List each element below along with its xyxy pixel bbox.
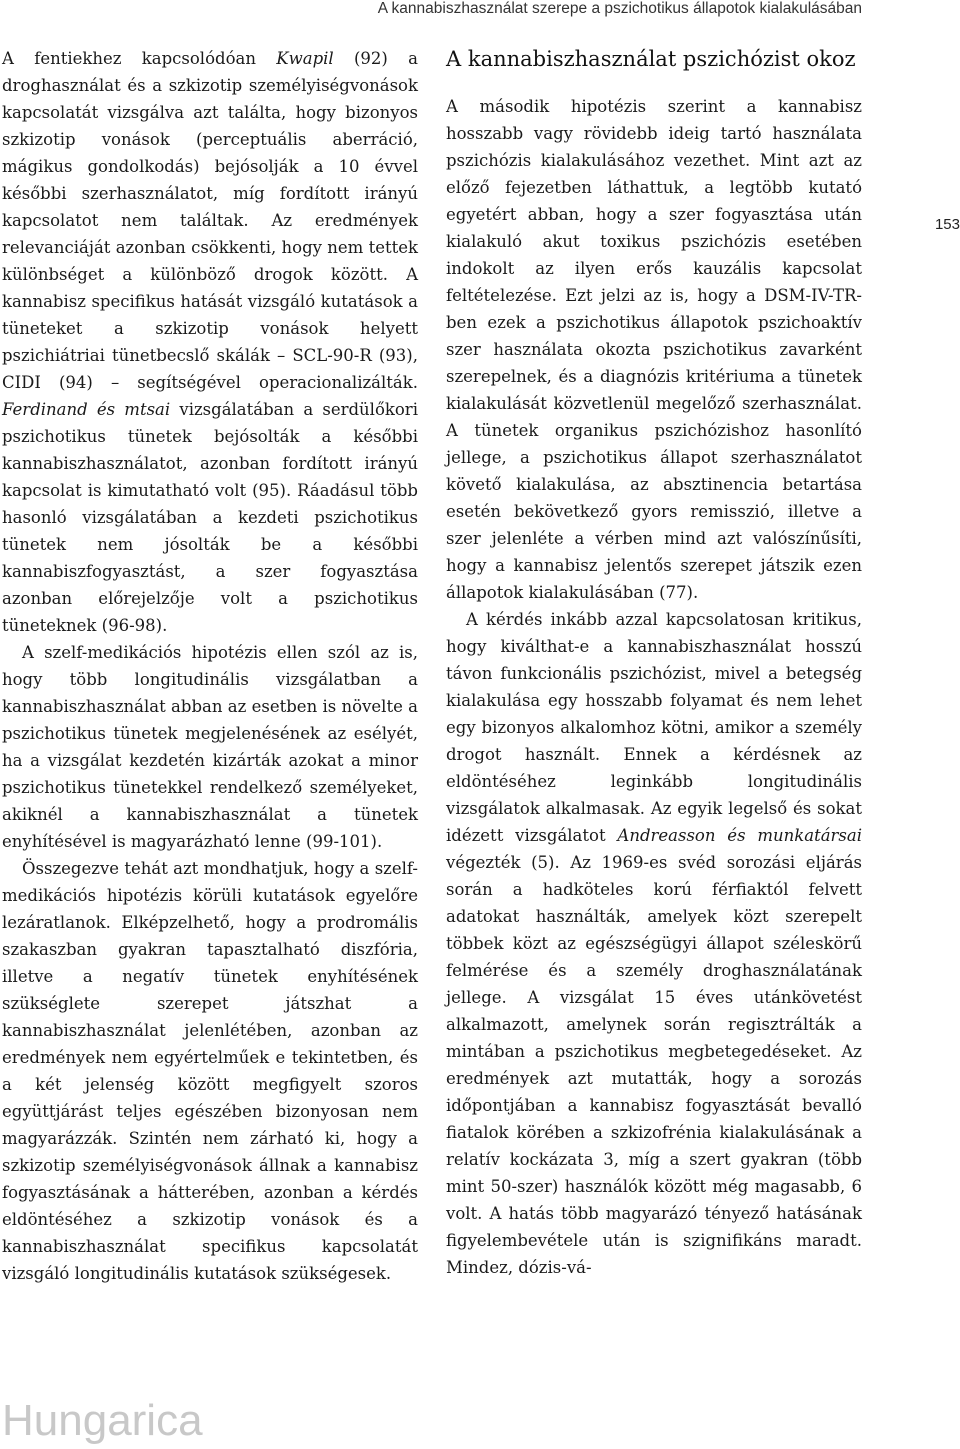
paragraph-text: A fentiekhez kapcsolódóan: [2, 49, 277, 68]
page-number: 153: [934, 216, 960, 233]
paragraph-text: A kérdés inkább azzal kapcsolatosan kritikus, hogy kiválthat-e a kannabiszhasználat hosszú távon funkcionális pszichózist, mivel a betegség kialakulása egy hosszabb folyamat és nem lehet egy bizonyos alkalomhoz kötni, amikor a személy drogot használt. Ennek a kérdésnek az eldöntéséhez leginkább longitudinális vizsgálatok alkalmasak. Az egyik legelső és sokat idézett vizsgálatot: [446, 610, 862, 845]
running-header: A kannabiszhasználat szerepe a pszichotikus állapotok kialakulásában: [377, 0, 862, 17]
author-name: Kwapil: [276, 49, 334, 68]
paragraph-text: (92) a droghasználat és a szkizotip személyiségvonások kapcsolatát vizsgálva azt találta, hogy bizonyos szkizotip vonások (perceptuális aberráció, mágikus gondolkodás) bejósolják a 10 évvel későbbi szerhasználatot, míg fordított irányú kapcsolatot nem találtak. Az eredmények relevanciáját azonban csökkenti, hogy nem tettek különbséget a különböző drogok között. A kannabisz specifikus hatását vizsgáló kutatások a tüneteket a szkizotip vonások helyett pszichiátriai tünetbecslő skálák – SCL-90-R (93), CIDI (94) – segítségével operacionalizálták.: [2, 49, 418, 392]
right-column: [446, 44, 862, 1281]
section-heading: A kannabiszhasználat pszichózist okoz: [446, 47, 856, 71]
author-name: Ferdinand és mtsai: [2, 400, 171, 419]
paragraph: A második hipotézis szerint a kannabisz hosszabb vagy rövidebb ideig tartó használata pszichózis kialakulásához vezethet. Mint azt az előző fejezetben láthattuk, a legtöbb kutató egyetért abban, hogy a szer fogyasztása után kialakuló akut toxikus pszichózis esetében indokolt az ilyen erős kauzális kapcsolat feltételezése. Ezt jelzi az is, hogy a DSM-IV-TR-ben ezek a pszichotikus állapotok pszichoaktív szer használata okozta pszichotikus zavarként szerepelnek, és a diagnózis kritériuma a tünetek kialakulását közvetlenül megelőző szerhasználat. A tünetek organikus pszichózishoz hasonlító jellege, a pszichotikus állapot szerhasználatot követő kialakulása, az absztinencia betartása esetén bekövetkező gyors remisszió, illetve a szer jelenléte a vérben mind azt valószínűsíti, hogy a kannabisz jelentős szerepet játszik ezen állapotok kialakulásában (77).: [446, 97, 862, 602]
paragraph: [2, 45, 418, 639]
left-column: [2, 45, 418, 1287]
paragraph: [446, 606, 862, 1281]
paragraph: Összegezve tehát azt mondhatjuk, hogy a szelf-medikációs hipotézis körüli kutatások egyelőre lezáratlanok. Elképzelhető, hogy a prodromális szakaszban gyakran tapasztalható diszfória, illetve a negatív tünetek enyhítésének szükséglete szerepet játszhat a kannabiszhasználat jelenlétében, azonban az eredmények nem egyértelműek e tekintetben, és a két jelenség között megfigyelt szoros együttjárást teljes egészében bizonyosan nem magyarázzák. Szintén nem zárható ki, hogy a szkizotip személyiségvonások állnak a kannabisz fogyasztásának a hátterében, azonban a kérdés eldöntéséhez a szkizotip vonások és a kannabiszhasználat specifikus kapcsolatát vizsgáló longitudinális kutatások szükségesek.: [2, 859, 418, 1283]
author-name: Andreasson és munkatársai: [617, 826, 863, 845]
paragraph: A szelf-medikációs hipotézis ellen szól az is, hogy több longitudinális vizsgálatban a kannabiszhasználat abban az esetben is növelte a pszichotikus tünetek megjelenésének az esélyét, ha a vizsgálat kezdetén kizárták azokat a minor pszichotikus tünetekkel rendelkező személyeket, akiknél a kannabiszhasználat a tünetek enyhítésével is magyarázható lenne (99-101).: [2, 643, 418, 851]
paragraph-text: vizsgálatában a serdülőkori pszichotikus tünetek bejósolták a későbbi kannabiszhasználatot, azonban fordított irányú kapcsolat is kimutatható volt (95). Ráadásul több hasonló vizsgálatában a kezdeti pszichotikus tünetek nem jósolták be a későbbi kannabiszfogyasztást, a szer fogyasztása azonban előrejelzője volt a pszichotikus tüneteknek (96-98).: [2, 400, 418, 635]
watermark-logo: Hungarica: [2, 1396, 203, 1445]
paragraph-text: végezték (5). Az 1969-es svéd sorozási eljárás során a hadköteles korú férfiaktól felvett adatokat használták, amelyek közt szerepelt többek közt az egészségügyi állapot széleskörű felmérése és a személy droghasználatának jellege. A vizsgálat 15 éves utánkövetést alkalmazott, amelynek során regisztrálták a mintában a pszichotikus megbetegedéseket. Az eredmények azt mutatták, hogy a sorozás időpontjában a kannabisz fogyasztását bevalló fiatalok körében a szkizofrénia kialakulásának a relatív kockázata 3, míg a szert gyakran (több mint 50-szer) használók között még magasabb, 6 volt. A hatás több magyarázó tényező hatásának figyelembevétele után is szignifikáns maradt. Mindez, dózis-vá-: [446, 853, 862, 1277]
